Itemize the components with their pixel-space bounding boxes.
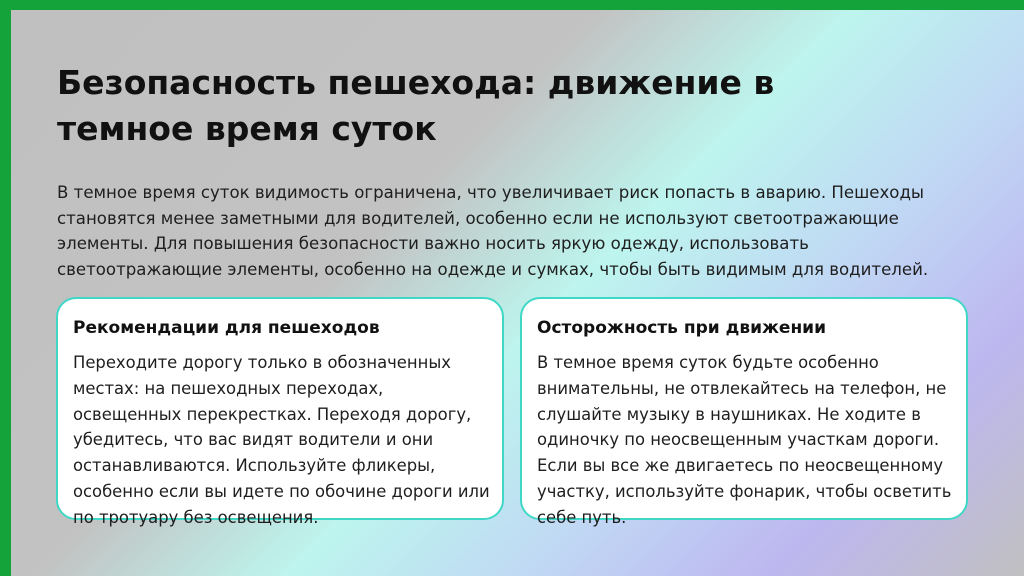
intro-paragraph: В темное время суток видимость ограничена, что увеличивает риск попасть в аварию. Пешеходы становятся менее заметными для водителей, особенно если не используют светоотражающие элементы. Для повышения безопасности важно носить яркую одежду, использовать светоотражающие элементы, особенно на одежде и сумках, чтобы быть видимым для водителей. <box>57 183 929 279</box>
frame-top-bar <box>0 0 1024 10</box>
recommendations-card-title: Рекомендации для пешеходов <box>73 318 380 338</box>
recommendations-card-text: Переходите дорогу только в обозначенных местах: на пешеходных переходах, освещенных перекрестках. Переходя дорогу, убедитесь, что вас видят водители и они останавливаются. Используйте фликеры, особенно если вы идете по обочине дороги или по тротуару без освещения. <box>73 353 490 527</box>
caution-card-text: В темное время суток будьте особенно внимательны, не отвлекайтесь на телефон, не слушайте музыку в наушниках. Не ходите в одиночку по неосвещенным участкам дороги. Если вы все же двигаетесь по неосвещенному участку, используйте фонарик, чтобы осветить себе путь. <box>537 353 952 527</box>
frame-left-bar <box>0 0 11 576</box>
slide-title: Безопасность пешехода: движение в темное время суток <box>57 63 775 148</box>
caution-card-title: Осторожность при движении <box>537 318 827 338</box>
